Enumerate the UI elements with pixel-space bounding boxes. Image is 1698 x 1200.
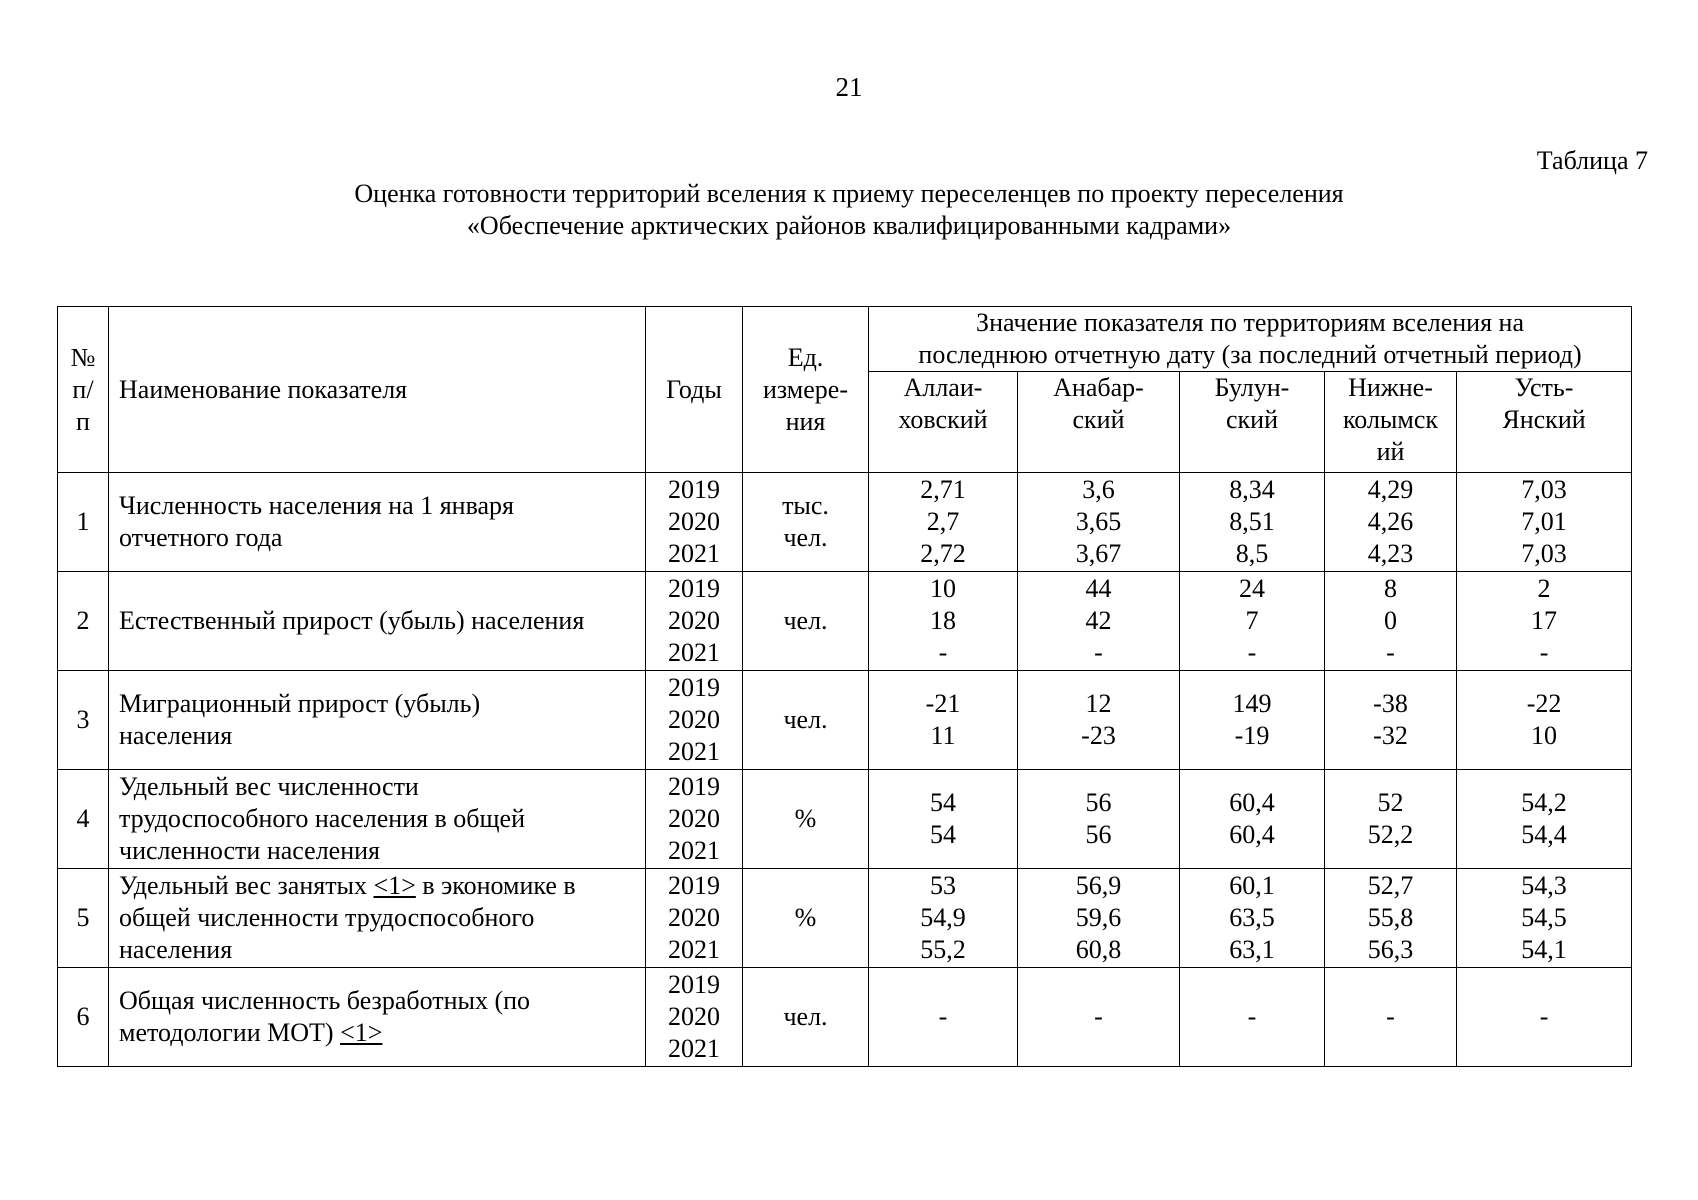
text-segment: Удельный вес занятых	[119, 871, 374, 900]
table-label: Таблица 7	[1536, 146, 1648, 175]
indicator-name	[109, 473, 646, 572]
indicator-name-line: трудоспособного населения в общей	[119, 804, 526, 833]
unit-line: тыс.	[782, 491, 829, 520]
value-cell	[1180, 572, 1325, 671]
value-cell	[1018, 572, 1180, 671]
year-value: 2020	[668, 903, 720, 932]
value: 7,01	[1521, 507, 1567, 536]
value-cell	[1180, 671, 1325, 770]
row-number: 4	[58, 770, 109, 869]
value-cell	[1325, 968, 1457, 1067]
district-name-line: Анабар-	[1053, 373, 1144, 402]
year-value: 2019	[668, 475, 720, 504]
indicator-name-line: населения	[119, 721, 233, 750]
value: -	[1247, 638, 1257, 667]
years-cell	[646, 770, 743, 869]
value-cell	[1180, 869, 1325, 968]
value: 17	[1531, 606, 1558, 635]
header-years: Годы	[646, 307, 743, 473]
table-row	[58, 473, 1632, 572]
value: 55,8	[1367, 903, 1414, 932]
year-value: 2019	[668, 772, 720, 801]
district-name-line: Янский	[1502, 405, 1586, 434]
value: -	[1539, 1002, 1549, 1031]
value-cell	[1180, 473, 1325, 572]
indicator-name-line: Численность населения на 1 января	[119, 491, 515, 520]
indicator-name	[109, 869, 646, 968]
header-district	[1325, 372, 1457, 473]
value: 54,2	[1521, 788, 1567, 817]
value: 55,2	[920, 935, 966, 964]
value: 54,3	[1521, 871, 1567, 900]
indicator-name-line	[119, 985, 641, 1017]
header-territory-group	[869, 307, 1632, 372]
value-cell	[869, 770, 1018, 869]
header-district	[869, 372, 1018, 473]
text-segment: Общая численность безработных (по	[119, 986, 531, 1015]
header-indicator-name: Наименование показателя	[109, 307, 646, 473]
footnote-ref: <1>	[340, 1018, 383, 1047]
value: 4,26	[1367, 507, 1414, 536]
value: 7	[1245, 606, 1259, 635]
year-value: 2020	[668, 804, 720, 833]
value: -38	[1373, 689, 1408, 718]
value: 2	[1537, 574, 1551, 603]
value-cell	[1325, 473, 1457, 572]
value-cell	[869, 968, 1018, 1067]
value-cell	[869, 869, 1018, 968]
year-value: 2021	[668, 737, 720, 766]
table-row	[58, 968, 1632, 1067]
value: 18	[930, 606, 956, 635]
unit-line: чел.	[783, 1002, 828, 1031]
value-cell	[1457, 770, 1632, 869]
value: -	[938, 638, 948, 667]
indicator-name	[109, 572, 646, 671]
header-number-line: п	[76, 406, 90, 436]
value: -19	[1234, 721, 1270, 750]
header-unit-line: ния	[785, 406, 826, 436]
year-value: 2019	[668, 871, 720, 900]
table-row	[58, 671, 1632, 770]
header-unit-line: Ед.	[787, 342, 824, 372]
indicator-name-line: Миграционный прирост (убыль)	[119, 689, 481, 718]
header-unit	[743, 307, 869, 473]
value: 7,03	[1521, 539, 1567, 568]
unit-line: чел.	[783, 523, 828, 552]
value: 54	[930, 820, 956, 849]
unit-cell	[743, 671, 869, 770]
value-cell	[1325, 671, 1457, 770]
table-title	[0, 178, 1698, 242]
header-number	[58, 307, 109, 473]
value: -22	[1526, 689, 1562, 718]
value: 56,9	[1075, 871, 1122, 900]
value-cell	[1018, 968, 1180, 1067]
value: 54,5	[1521, 903, 1567, 932]
year-value: 2019	[668, 574, 720, 603]
header-group-line: Значение показателя по территориям вселения на	[976, 308, 1524, 337]
unit-cell	[743, 473, 869, 572]
value: 10	[930, 574, 956, 603]
indicator-name-line: отчетного года	[119, 523, 283, 552]
table-row	[58, 869, 1632, 968]
title-line-1: Оценка готовности территорий вселения к приему переселенцев по проекту переселения	[354, 179, 1344, 208]
header-unit-line: измере-	[762, 374, 848, 404]
indicator-name	[109, 671, 646, 770]
indicator-name-line	[119, 870, 641, 902]
unit-line: чел.	[783, 606, 828, 635]
value: 4,23	[1367, 539, 1414, 568]
district-name-line: ховский	[898, 405, 988, 434]
value: 56	[1085, 788, 1112, 817]
year-value: 2021	[668, 638, 720, 667]
row-number: 5	[58, 869, 109, 968]
text-segment: методологии МОТ)	[119, 1018, 341, 1047]
value: -	[1539, 638, 1549, 667]
header-district	[1018, 372, 1180, 473]
district-name	[1024, 372, 1173, 436]
value: 63,5	[1229, 903, 1275, 932]
year-value: 2021	[668, 539, 720, 568]
indicator-name-line	[119, 934, 641, 966]
year-value: 2020	[668, 1002, 720, 1031]
table-row	[58, 770, 1632, 869]
district-name-line: колымск	[1342, 405, 1439, 434]
indicator-name-line	[119, 902, 641, 934]
unit-cell	[743, 770, 869, 869]
value: 2,72	[920, 539, 966, 568]
value: 3,6	[1082, 475, 1115, 504]
value: 7,03	[1521, 475, 1567, 504]
district-name	[1331, 372, 1450, 468]
text-segment: в экономике в	[415, 871, 576, 900]
value-cell	[1457, 473, 1632, 572]
years-cell	[646, 473, 743, 572]
years-cell	[646, 869, 743, 968]
unit-cell	[743, 968, 869, 1067]
year-value: 2020	[668, 507, 720, 536]
year-value: 2019	[668, 673, 720, 702]
value: 60,4	[1229, 788, 1275, 817]
district-name-line: Булун-	[1214, 373, 1290, 402]
value-cell	[869, 473, 1018, 572]
value-cell	[1325, 869, 1457, 968]
value-cell	[1018, 770, 1180, 869]
value: -	[1386, 638, 1395, 667]
page-number: 21	[835, 72, 863, 102]
value: 60,4	[1229, 820, 1275, 849]
value-cell	[1325, 770, 1457, 869]
value-cell	[1018, 869, 1180, 968]
value: 54	[930, 788, 956, 817]
value-cell	[1018, 671, 1180, 770]
district-name-line: Аллаи-	[903, 373, 983, 402]
value: -	[1094, 1002, 1103, 1031]
header-number-line: №	[70, 342, 96, 372]
indicator-table	[57, 306, 1632, 1067]
value: 60,1	[1229, 871, 1275, 900]
year-value: 2020	[668, 705, 720, 734]
value-cell	[1457, 869, 1632, 968]
unit-line: чел.	[783, 705, 828, 734]
text-segment: общей численности трудоспособного	[119, 903, 535, 932]
district-name-line: Усть-	[1514, 373, 1574, 402]
value: 44	[1085, 574, 1112, 603]
value: 4,29	[1367, 475, 1414, 504]
value: 53	[930, 871, 956, 900]
district-name-line: ский	[1226, 405, 1278, 434]
value: 12	[1085, 689, 1112, 718]
value: 3,65	[1075, 507, 1122, 536]
value: 54,9	[920, 903, 966, 932]
year-value: 2020	[668, 606, 720, 635]
unit-cell	[743, 869, 869, 968]
header-number-line: п/	[72, 374, 94, 404]
value: 8,51	[1229, 507, 1275, 536]
value-cell	[1457, 968, 1632, 1067]
years-cell	[646, 572, 743, 671]
district-name	[1463, 372, 1625, 436]
district-name	[875, 372, 1011, 436]
indicator-name	[109, 770, 646, 869]
header-district	[1457, 372, 1632, 473]
year-value: 2021	[668, 935, 720, 964]
indicator-name-line	[119, 1017, 641, 1049]
header-group-line: последнюю отчетную дату (за последний отчетный период)	[918, 340, 1582, 369]
district-name-line: ский	[1072, 405, 1125, 434]
years-cell	[646, 968, 743, 1067]
indicator-name	[109, 968, 646, 1067]
value: 59,6	[1075, 903, 1122, 932]
value: -	[938, 1002, 948, 1031]
value: 149	[1232, 689, 1272, 718]
row-number: 3	[58, 671, 109, 770]
indicator-name-line: Удельный вес численности	[119, 772, 419, 801]
year-value: 2019	[668, 970, 720, 999]
footnote-ref: <1>	[373, 871, 416, 900]
value: 60,8	[1075, 935, 1122, 964]
value: 52	[1377, 788, 1404, 817]
value: 10	[1531, 721, 1558, 750]
value-cell	[869, 671, 1018, 770]
title-line-2: «Обеспечение арктических районов квалифицированными кадрами»	[466, 211, 1232, 240]
district-name	[1186, 372, 1318, 436]
value: -	[1094, 638, 1103, 667]
value: 11	[930, 721, 956, 750]
value: 54,1	[1521, 935, 1567, 964]
value-cell	[1457, 671, 1632, 770]
value-cell	[869, 572, 1018, 671]
years-cell	[646, 671, 743, 770]
value: -	[1386, 1002, 1395, 1031]
value: -32	[1373, 721, 1408, 750]
row-number: 2	[58, 572, 109, 671]
year-value: 2021	[668, 1034, 720, 1063]
unit-line: %	[794, 804, 817, 833]
value: 42	[1085, 606, 1112, 635]
year-value: 2021	[668, 836, 720, 865]
text-segment: населения	[119, 935, 233, 964]
value: 2,71	[920, 475, 966, 504]
header-district	[1180, 372, 1325, 473]
value: -	[1247, 1002, 1257, 1031]
unit-cell	[743, 572, 869, 671]
value-cell	[1325, 572, 1457, 671]
value: 8,5	[1235, 539, 1269, 568]
value-cell	[1018, 473, 1180, 572]
value: 54,4	[1521, 820, 1567, 849]
value: 52,2	[1367, 820, 1414, 849]
value-cell	[1180, 968, 1325, 1067]
indicator-name-line: численности населения	[119, 836, 380, 865]
unit-line: %	[794, 903, 817, 932]
table-row	[58, 572, 1632, 671]
value-cell	[1180, 770, 1325, 869]
value: 63,1	[1229, 935, 1275, 964]
row-number: 1	[58, 473, 109, 572]
value: 0	[1384, 606, 1397, 635]
value: 2,7	[926, 507, 960, 536]
value: 56	[1085, 820, 1112, 849]
value: 3,67	[1075, 539, 1122, 568]
value: 8	[1384, 574, 1397, 603]
value: 52,7	[1367, 871, 1414, 900]
value: -23	[1081, 721, 1116, 750]
district-name-line: ий	[1376, 437, 1405, 466]
value: -21	[925, 689, 961, 718]
indicator-name-line: Естественный прирост (убыль) населения	[119, 606, 585, 635]
value: 8,34	[1229, 475, 1275, 504]
value-cell	[1457, 572, 1632, 671]
value: 56,3	[1367, 935, 1414, 964]
row-number: 6	[58, 968, 109, 1067]
district-name-line: Нижне-	[1348, 373, 1433, 402]
value: 24	[1239, 574, 1265, 603]
